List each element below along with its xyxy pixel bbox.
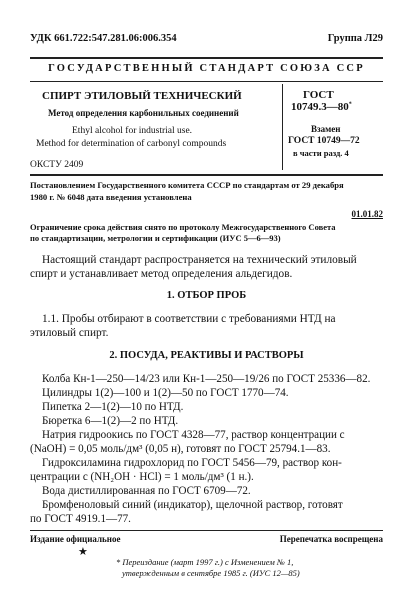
section2-item: Вода дистиллированная по ГОСТ 6709—72.: [42, 485, 251, 497]
section2-item: Гидроксиламина гидрохлорид по ГОСТ 5456—79, раствор кон-: [42, 457, 342, 469]
limit-line2: по стандартизации, метрологии и сертификации (ИУС 5—6—93): [30, 233, 281, 243]
section1-para-line2: этиловый спирт.: [30, 327, 109, 339]
official-edition: Издание официальное: [30, 534, 121, 544]
replaces-label: Взамен: [311, 124, 341, 134]
udk-code: УДК 661.722:547.281.06:006.354: [30, 33, 177, 44]
star-icon: ★: [78, 546, 88, 558]
okstu-code: ОКСТУ 2409: [30, 160, 84, 170]
top-rule: [30, 57, 383, 59]
standard-banner: ГОСУДАРСТВЕННЫЙ СТАНДАРТ СОЮЗА ССР: [48, 63, 365, 74]
effective-date: 01.01.82: [351, 209, 383, 219]
section2-item: Колба Кн-1—250—14/23 или Кн-1—250—19/26 по ГОСТ 25336—82.: [42, 373, 371, 385]
limit-line1: Ограничение срока действия снято по протоколу Межгосударственного Совета: [30, 222, 336, 232]
section2-item: центрации с (NH₂OH · HCl) = 1 моль/дм³ (1 н.).: [30, 471, 254, 483]
footer-rule: [30, 530, 383, 531]
title-divider: [282, 84, 283, 170]
intro-line1: Настоящий стандарт распространяется на технический этиловый: [42, 254, 357, 266]
section1-para-line1: 1.1. Пробы отбирают в соответствии с требованиями НТД на: [42, 313, 336, 325]
section2-item: Бюретка 6—1(2)—2 по НТД.: [42, 415, 179, 427]
section2-item: Натрия гидроокись по ГОСТ 4328—77, раствор концентрации с: [42, 429, 345, 441]
decree-line1: Постановлением Государственного комитета СССР по стандартам от 29 декабря: [30, 180, 344, 190]
group-code: Группа Л29: [327, 33, 383, 44]
replaces-part: в части разд. 4: [293, 148, 349, 158]
reprint-note-line1: * Переиздание (март 1997 г.) с Изменением № 1,: [116, 557, 294, 567]
section2-item: Цилиндры 1(2)—100 и 1(2)—50 по ГОСТ 1770—74.: [42, 387, 289, 399]
section2-item: (NaOH) = 0,05 моль/дм³ (0,05 н), готовят по ГОСТ 25794.1—83.: [30, 443, 331, 455]
english-title-line1: Ethyl alcohol for industrial use.: [72, 126, 193, 136]
banner-rule: [30, 81, 383, 82]
gost-number: 10749.3—80*: [291, 101, 352, 113]
document-title: СПИРТ ЭТИЛОВЫЙ ТЕХНИЧЕСКИЙ: [42, 90, 242, 102]
section2-item: Бромфеноловый синий (индикатор), щелочной раствор, готовят: [42, 499, 343, 511]
gost-star: *: [348, 101, 352, 108]
gost-label: ГОСТ: [303, 89, 334, 101]
section1-heading: 1. ОТБОР ПРОБ: [166, 290, 247, 301]
section2-item: по ГОСТ 4919.1—77.: [30, 513, 131, 525]
section2-heading: 2. ПОСУДА, РЕАКТИВЫ И РАСТВОРЫ: [109, 350, 304, 361]
document-subtitle: Метод определения карбонильных соединений: [48, 108, 239, 118]
section2-item: Пипетка 2—1(2)—10 по НТД.: [42, 401, 184, 413]
decree-line2: 1980 г. № 6048 дата введения установлена: [30, 192, 192, 202]
intro-line2: спирт и устанавливает метод определения альдегидов.: [30, 268, 293, 280]
title-rule: [30, 174, 383, 176]
english-title-line2: Method for determination of carbonyl compounds: [36, 139, 227, 149]
reprint-ban: Перепечатка воспрещена: [279, 534, 383, 544]
replaces-gost: ГОСТ 10749—72: [288, 136, 360, 146]
reprint-note-line2: утвержденным в сентябре 1985 г. (ИУС 12—85): [122, 568, 300, 578]
